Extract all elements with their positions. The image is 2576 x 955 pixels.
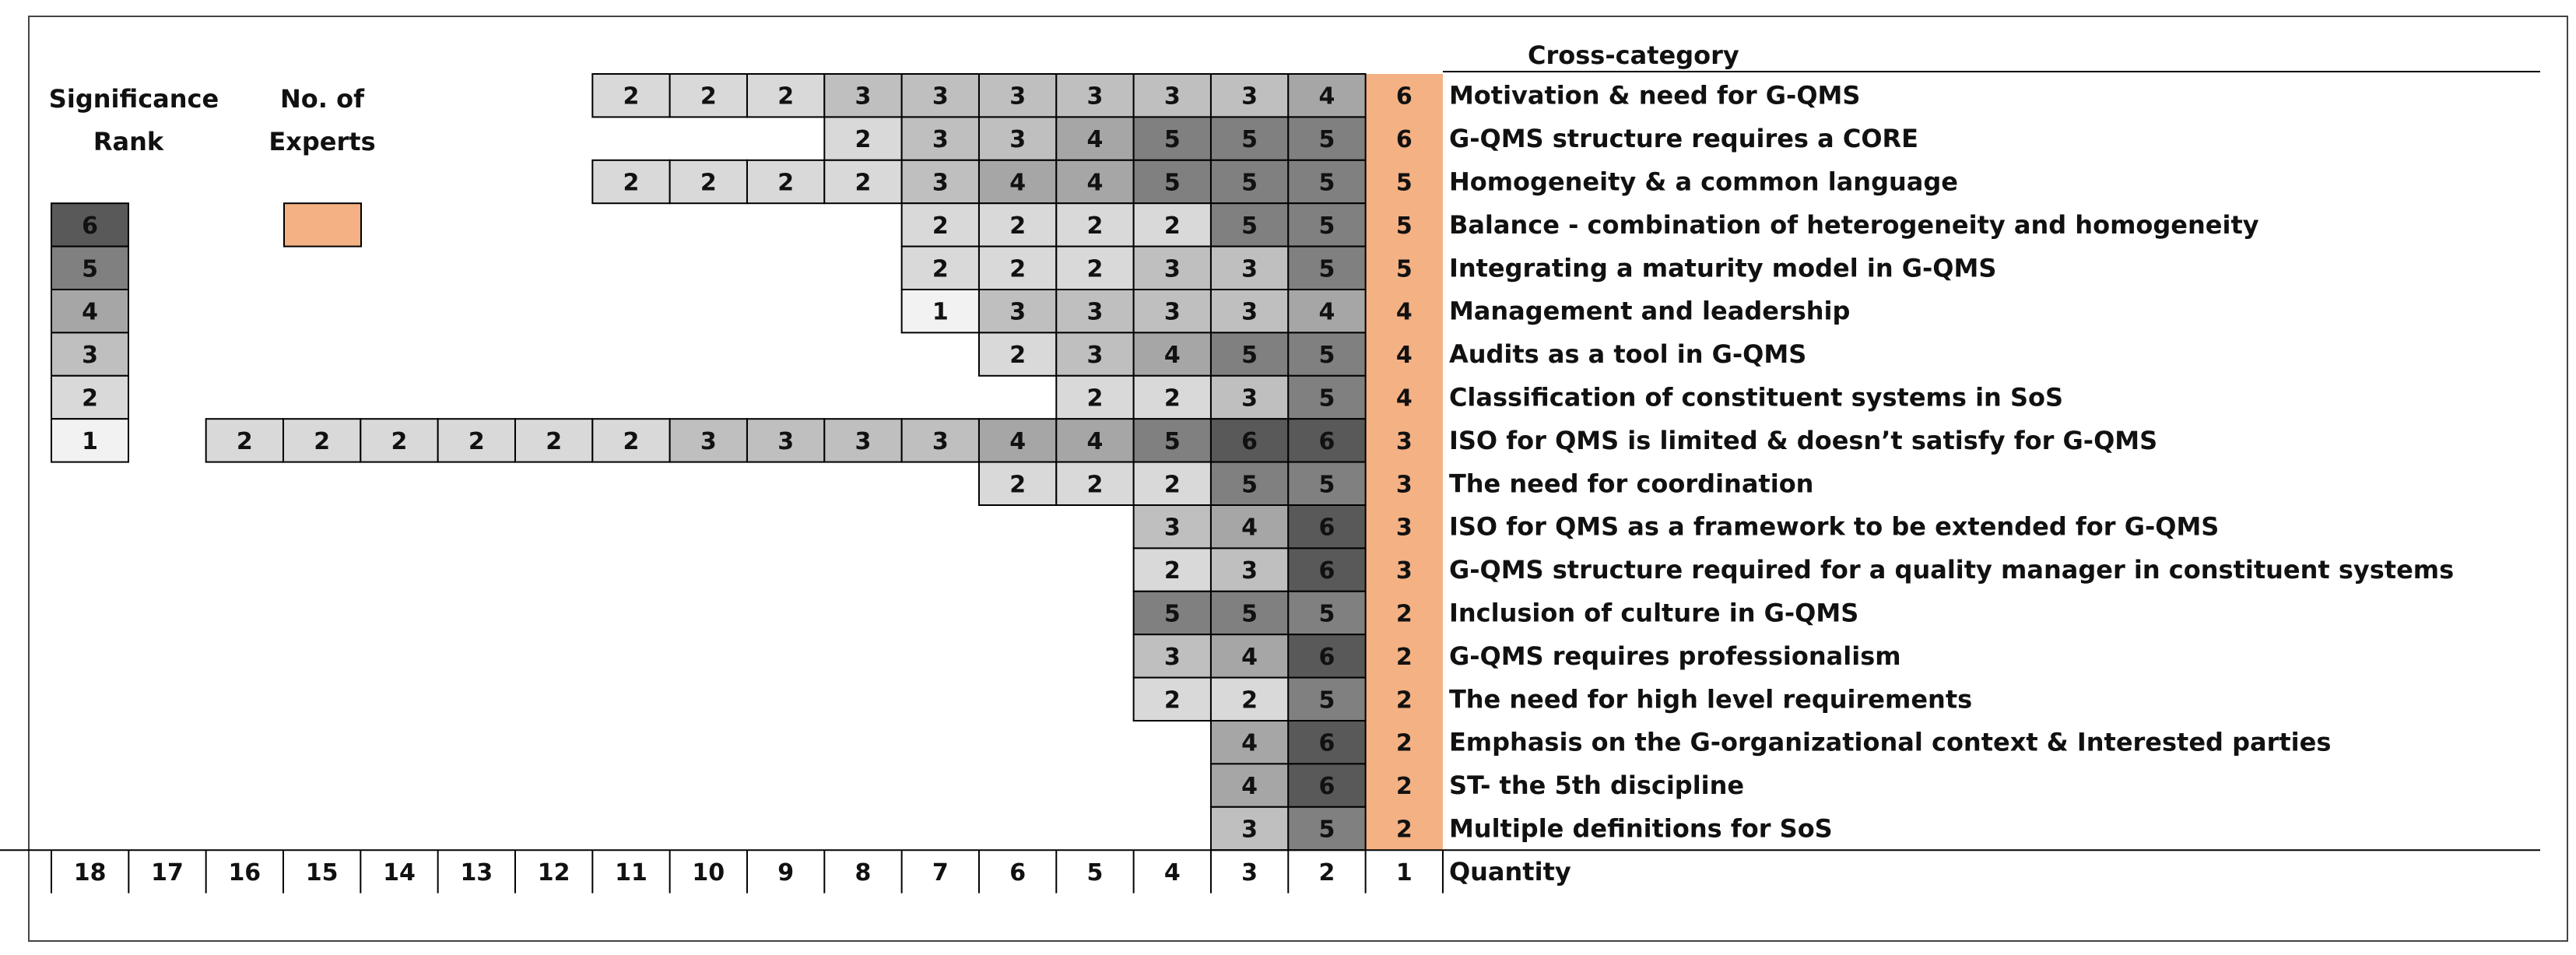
heatmap-cell-value: 2 <box>1009 255 1027 283</box>
heatmap-cell-value: 3 <box>1241 83 1258 111</box>
header-cross-category: Cross-category <box>1528 40 1739 70</box>
quantity-tick-label: 18 <box>73 858 107 887</box>
heatmap-cell-value: 4 <box>1318 83 1335 111</box>
heatmap-cell-value: 2 <box>1086 471 1104 499</box>
heatmap-cell-value: 5 <box>1241 169 1258 197</box>
heatmap-cell-value: 2 <box>777 83 795 111</box>
heatmap-cell-value: 3 <box>1086 83 1104 111</box>
heatmap-cell-value: 2 <box>1163 212 1181 240</box>
category-label: Audits as a tool in G-QMS <box>1448 339 1807 370</box>
experts-count: 3 <box>1395 514 1413 542</box>
heatmap-cell-value: 5 <box>1241 212 1258 240</box>
category-label: The need for high level requirements <box>1448 684 1973 714</box>
quantity-tick-label: 9 <box>777 858 795 887</box>
category-label: G-QMS requires professionalism <box>1448 641 1901 671</box>
quantity-tick-label: 13 <box>460 858 493 887</box>
heatmap-cell-value: 3 <box>1241 557 1258 585</box>
heatmap-cell-value: 6 <box>1241 427 1258 455</box>
heatmap-cell-value: 3 <box>1163 83 1181 111</box>
heatmap-cell-value: 3 <box>1241 298 1258 326</box>
heatmap-cell-value: 3 <box>1241 255 1258 283</box>
heatmap-cell-value: 2 <box>1163 686 1181 714</box>
heatmap-cell-value: 3 <box>1009 298 1027 326</box>
category-label: Classification of constituent systems in SoS <box>1448 382 2064 413</box>
experts-count: 2 <box>1395 600 1413 628</box>
heatmap-cell-value: 6 <box>1318 643 1335 671</box>
heatmap-cell-value: 3 <box>855 83 872 111</box>
quantity-tick-label: 11 <box>615 858 648 887</box>
heatmap-cell-value: 2 <box>1163 557 1181 585</box>
heatmap-cell-value: 2 <box>236 427 253 455</box>
rank-legend-value: 6 <box>82 212 98 240</box>
heatmap-cell-value: 5 <box>1163 169 1181 197</box>
category-label: The need for coordination <box>1448 469 1814 499</box>
heatmap-cell-value: 2 <box>623 427 640 455</box>
rank-legend-value: 3 <box>82 342 98 370</box>
quantity-tick-label: 4 <box>1163 858 1181 887</box>
heatmap-cell-value: 2 <box>1009 212 1027 240</box>
quantity-label: Quantity <box>1448 856 1571 887</box>
heatmap-cell-value: 3 <box>932 83 949 111</box>
experts-count: 4 <box>1395 298 1413 326</box>
legend-title-rank-line1: Significance <box>48 84 219 114</box>
heatmap-cell-value: 4 <box>1009 169 1027 197</box>
rank-legend-value: 2 <box>82 384 98 413</box>
heatmap-cell-value: 5 <box>1318 471 1335 499</box>
heatmap-cell-value: 5 <box>1318 212 1335 240</box>
category-label: Integrating a maturity model in G-QMS <box>1448 253 1997 283</box>
heatmap-cell-value: 3 <box>932 126 949 154</box>
heatmap-cell-value: 3 <box>1241 384 1258 413</box>
quantity-tick-label: 15 <box>305 858 339 887</box>
legend-title-experts-line2: Experts <box>268 127 376 156</box>
heatmap-cell-value: 5 <box>1318 600 1335 628</box>
heatmap-cell-value: 2 <box>1009 342 1027 370</box>
rank-legend-value: 5 <box>82 255 98 283</box>
quantity-tick-label: 14 <box>383 858 416 887</box>
heatmap-cell-value: 2 <box>932 212 949 240</box>
heatmap-cell-value: 5 <box>1318 384 1335 413</box>
legend-title-experts-line1: No. of <box>280 84 364 114</box>
rank-legend-value: 1 <box>82 427 98 455</box>
heatmap-cell-value: 5 <box>1318 342 1335 370</box>
heatmap-cell-value: 4 <box>1241 514 1258 542</box>
quantity-tick-label: 6 <box>1009 858 1027 887</box>
experts-count: 2 <box>1395 643 1413 671</box>
heatmap-cell-value: 5 <box>1163 427 1181 455</box>
heatmap-cell-value: 3 <box>1009 126 1027 154</box>
experts-count: 2 <box>1395 686 1413 714</box>
experts-count: 6 <box>1395 83 1413 111</box>
heatmap-cell-value: 2 <box>1163 384 1181 413</box>
category-label: ISO for QMS as a framework to be extended for G-QMS <box>1448 511 2220 542</box>
heatmap-cell-value: 6 <box>1318 427 1335 455</box>
heatmap-cell-value: 4 <box>1163 342 1181 370</box>
heatmap-cell-value: 3 <box>855 427 872 455</box>
experts-count: 2 <box>1395 773 1413 801</box>
category-label: Emphasis on the G-organizational context & Interested parties <box>1448 727 2332 757</box>
heatmap-cell-value: 6 <box>1318 514 1335 542</box>
experts-count: 4 <box>1395 342 1413 370</box>
experts-count: 3 <box>1395 557 1413 585</box>
heatmap-cell-value: 5 <box>1241 342 1258 370</box>
experts-legend-swatch <box>284 203 361 246</box>
heatmap-cell-value: 2 <box>314 427 331 455</box>
quantity-tick-label: 5 <box>1086 858 1104 887</box>
rank-legend-value: 4 <box>82 298 98 326</box>
quantity-tick-label: 16 <box>228 858 261 887</box>
heatmap-cell-value: 3 <box>1163 255 1181 283</box>
heatmap-cell-value: 5 <box>1318 816 1335 844</box>
category-label: G-QMS structure required for a quality manager in constituent systems <box>1448 555 2455 585</box>
heatmap-cell-value: 4 <box>1009 427 1027 455</box>
category-label: Homogeneity & a common language <box>1448 167 1958 197</box>
heatmap-cell-value: 2 <box>700 83 717 111</box>
category-label: ISO for QMS is limited & doesn’t satisfy for G-QMS <box>1448 425 2158 455</box>
quantity-tick-label: 7 <box>932 858 949 887</box>
heatmap-cell-value: 2 <box>623 169 640 197</box>
category-label: ST- the 5th discipline <box>1448 771 1745 801</box>
heatmap-cell-value: 4 <box>1241 729 1258 757</box>
heatmap-cell-value: 5 <box>1241 600 1258 628</box>
heatmap-cell-value: 4 <box>1241 643 1258 671</box>
heatmap-cell-value: 2 <box>932 255 949 283</box>
quantity-tick-label: 3 <box>1241 858 1258 887</box>
experts-count: 6 <box>1395 126 1413 154</box>
heatmap-cell-value: 2 <box>623 83 640 111</box>
heatmap-cell-value: 3 <box>1163 643 1181 671</box>
heatmap-cell-value: 2 <box>1241 686 1258 714</box>
heatmap-cell-value: 2 <box>1086 212 1104 240</box>
heatmap-cell-value: 6 <box>1318 557 1335 585</box>
heatmap-cell-value: 4 <box>1086 427 1104 455</box>
heatmap-cell-value: 4 <box>1318 298 1335 326</box>
heatmap-cell-value: 3 <box>700 427 717 455</box>
heatmap-cell-value: 2 <box>1086 384 1104 413</box>
heatmap-cell-value: 5 <box>1318 169 1335 197</box>
heatmap-cell-value: 3 <box>777 427 795 455</box>
quantity-tick-label: 12 <box>537 858 570 887</box>
heatmap-cell-value: 5 <box>1318 126 1335 154</box>
quantity-tick-label: 17 <box>151 858 184 887</box>
heatmap-cell-value: 2 <box>546 427 563 455</box>
quantity-tick-label: 8 <box>855 858 872 887</box>
quantity-tick-label: 2 <box>1318 858 1335 887</box>
category-label: G-QMS structure requires a CORE <box>1448 124 1919 154</box>
heatmap-cell-value: 3 <box>1086 342 1104 370</box>
experts-count: 3 <box>1395 471 1413 499</box>
category-label: Inclusion of culture in G-QMS <box>1448 598 1859 628</box>
category-label: Management and leadership <box>1448 296 1851 326</box>
heatmap-cell-value: 4 <box>1086 126 1104 154</box>
heatmap-cell-value: 2 <box>777 169 795 197</box>
heatmap-cell-value: 4 <box>1241 773 1258 801</box>
legend-title-rank-line2: Rank <box>93 127 164 156</box>
heatmap-cell-value: 4 <box>1086 169 1104 197</box>
heatmap-cell-value: 3 <box>932 169 949 197</box>
heatmap-cell-value: 6 <box>1318 773 1335 801</box>
heatmap-cell-value: 3 <box>1163 514 1181 542</box>
heatmap-cell-value: 3 <box>1163 298 1181 326</box>
experts-count: 2 <box>1395 729 1413 757</box>
quantity-tick-label: 10 <box>692 858 725 887</box>
experts-count: 5 <box>1395 255 1413 283</box>
heatmap-cell-value: 2 <box>1163 471 1181 499</box>
heatmap-cell-value: 2 <box>391 427 408 455</box>
experts-count: 5 <box>1395 169 1413 197</box>
heatmap-cell-value: 2 <box>468 427 485 455</box>
category-label: Balance - combination of heterogeneity and homogeneity <box>1448 209 2259 240</box>
heatmap-cell-value: 1 <box>932 298 949 326</box>
heatmap-cell-value: 2 <box>1086 255 1104 283</box>
quantity-tick-label: 1 <box>1395 858 1413 887</box>
category-label: Multiple definitions for SoS <box>1448 813 1833 844</box>
heatmap-cell-value: 5 <box>1241 126 1258 154</box>
category-label: Motivation & need for G-QMS <box>1448 80 1861 111</box>
experts-count: 2 <box>1395 816 1413 844</box>
heatmap-cell-value: 3 <box>932 427 949 455</box>
heatmap-cell-value: 2 <box>1009 471 1027 499</box>
experts-count: 4 <box>1395 384 1413 413</box>
heatmap-cell-value: 5 <box>1163 600 1181 628</box>
heatmap-cell-value: 3 <box>1086 298 1104 326</box>
heatmap-cell-value: 5 <box>1318 255 1335 283</box>
experts-count: 3 <box>1395 427 1413 455</box>
heatmap-cell-value: 3 <box>1009 83 1027 111</box>
heatmap-cell-value: 3 <box>1241 816 1258 844</box>
heatmap-cell-value: 2 <box>855 169 872 197</box>
heatmap-cell-value: 5 <box>1318 686 1335 714</box>
heatmap-cell-value: 5 <box>1163 126 1181 154</box>
experts-count: 5 <box>1395 212 1413 240</box>
heatmap-cell-value: 2 <box>855 126 872 154</box>
heatmap-cell-value: 6 <box>1318 729 1335 757</box>
heatmap-cell-value: 2 <box>700 169 717 197</box>
heatmap-cell-value: 5 <box>1241 471 1258 499</box>
